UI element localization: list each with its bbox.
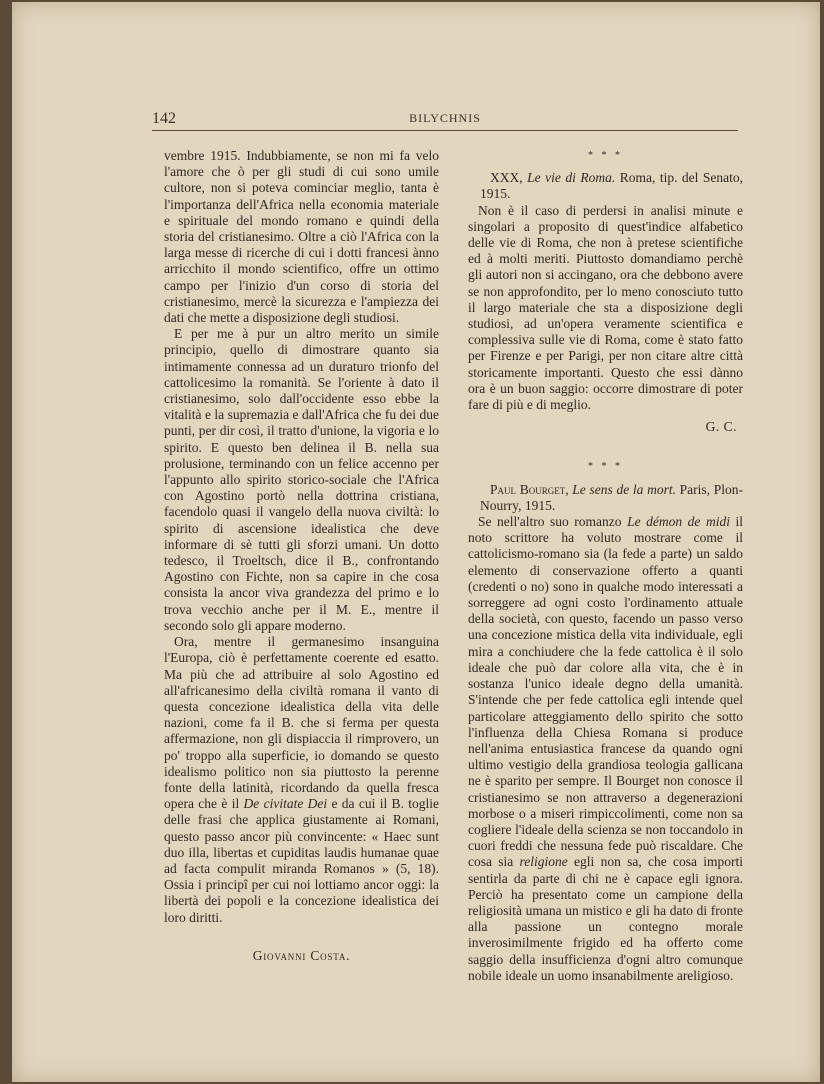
section-divider: * * * [588, 461, 623, 473]
review-signature: G. C. [705, 419, 737, 435]
paragraph [468, 514, 743, 984]
section-divider: * * * [588, 150, 623, 161]
text-run: Se nell'altro suo romanzo [478, 514, 628, 530]
book-page [12, 2, 820, 1082]
left-column [164, 148, 439, 964]
review-heading [468, 482, 743, 514]
review-heading [468, 170, 743, 202]
text-run: e da cui il B. toglie delle frasi che applica giustamente ai Romani, questo passo ancor più convincente: « Haec sunt duo illa, libertas et cupiditas laudis humanae quae ad facta compulit miranda Romanos » (5, 18). Ossia i principî per cui noi lottiamo ancor oggi: la libertà dei popoli e la concezione idealistica dei loro diritti. [164, 796, 439, 925]
review-title: Le sens de la mort. [572, 481, 676, 497]
paragraph: Non è il caso di perdersi in analisi minute e singolari a proposito di quest'indice alfabetico delle vie di Roma, che non à pretese scientifiche ed à molti meriti. Piuttosto domandiamo perchè gli autori non si accingano, ora che debbono avere se non approfondito, per lo meno conosciuto tutto il largo materiale che sta a disposizione degli studiosi, ad un'opera veramente scientifica e complessiva sulle vie di Roma, come è stato fatto per Firenze e per Parigi, per non citare altre città storicamente importanti. Questo che essi dànno ora è un buon saggio: occorre dimostrare di poter fare di più e di meglio. [468, 202, 743, 413]
page-number: 142 [152, 110, 176, 127]
italic-word: religione [519, 854, 568, 870]
author-signature: Giovanni Costa. [252, 947, 351, 963]
review-title: Le vie di Roma. [527, 170, 616, 186]
right-column [468, 148, 743, 984]
text-run: egli non sa, che cosa importi sentirla da parte di chi ne è capace egli ignora. Perciò ha presentato come un campione della religiosità umana un mistico e gli ha dato di fronte alla passione un contegno morale inverosimilmente frigido ed ha offerto come saggio della insufficienza d'ogni altro comunque nobile ideale un uomo insanabilmente areligioso. [468, 854, 743, 983]
review-author: Paul Bourget, [490, 481, 569, 497]
text-run: Ora, mentre il germanesimo insanguina l'Europa, ciò è perfettamente coerente ed esatto. Ma più che ad attribuire al solo Agostino ed all'africanesimo della civiltà romana il vanto di questa concezione idealistica della vita delle nazioni, come fa il B. che si ferma per questa affermazione, non gli dispiaccia il rimprovero, un po' troppo alla superficie, io domando se questo idealismo politico non sia piuttosto la perenne fonte della latinità, ricordando da quella fresca opera che è il [164, 634, 439, 812]
paragraph [164, 634, 439, 926]
review-author: XXX, [490, 170, 523, 186]
review-publisher: Paris, Plon-Nourry, 1915. [480, 481, 744, 513]
paragraph: E per me à pur un altro merito un simile principio, quello di dimostrare quanto sia intimamente connessa ad un duraturo trionfo del cattolicesimo la romanità. Se l'oriente à dato il cristianesimo, solo dall'occidente esso ebbe la vitalità e la supremazia e dall'Africa che fu dei due punti, per dir così, il tratto d'unione, la vigoria e lo spirito. E questo ben delinea il B. nella sua prolusione, terminando con un felice accenno per l'appunto allo spirito storico-sociale che l'Africa con Agostino portò nella dottrina cristiana, facendolo quasi il vangelo della nuova civiltà: lo spirito di ascensione idealistica che deve informare di sè tutti gli sforzi umani. Un dotto tedesco, il Troeltsch, dice il B., confrontando Agostino con Fichte, non sa capire in che cosa consista la ancor viva grandezza del primo e lo trova vecchio anche per il M. E., mentre il secondo solo gli appare moderno. [164, 326, 439, 633]
running-head: BILYCHNIS [409, 111, 481, 125]
text-run: il noto scrittore ha voluto mostrare come il cattolicismo-romano sia (la fede a parte) un saldo elemento di conservazione offerto a quanti (credenti o no) sono in qualche modo interessati a sorreggere ad ogni costo l'ordinamento attuale della società, con questo, facendo un passo verso una concezione mistica della vita individuale, egli mira a conchiudere che la fede cattolica è il solo ideale che può dar colore alla vita, che è in sostanza l'unico ideale degno della umanità. S'intende che per fede cattolica egli intende quel particolare atteggiamento dello spirito che sotto l'influenza della Chiesa Romana si produce nell'anima entusiastica francese da quando ogni ultimo vestigio della grandiosa teologia gallicana ne è sparito per sempre. Il Bourget non conosce il cristianesimo se non attraverso a degenerazioni morbose o a miseri rimpiccolimenti, come non sa cogliere l'ideale della scienza se non toccandolo in cuori freddi che nessuna fede può riscaldare. Che cosa sia [468, 514, 743, 870]
paragraph: vembre 1915. Indubbiamente, se non mi fa velo l'amore che ò per gli studi di cui sono umile cultore, non si poteva cominciar meglio, tanta è l'importanza dell'Africa nella economia materiale e spirituale del mondo romano e quindi della storia del cristianesimo. Oltre a ciò l'Africa con la larga messe di ricerche di cui i dotti francesi ànno arricchito il mondo scientifico, offre un ottimo campo per l'inizio d'un corso di storia del cristianesimo, mercè la sicurezza e l'ampiezza dei dati che mette a disposizione degli studiosi. [164, 148, 439, 326]
italic-title: Le démon de midi [627, 514, 730, 530]
page-header [152, 110, 738, 131]
review-publisher: Roma, tip. del Senato, 1915. [480, 170, 744, 202]
italic-title: De civitate Dei [243, 796, 328, 812]
